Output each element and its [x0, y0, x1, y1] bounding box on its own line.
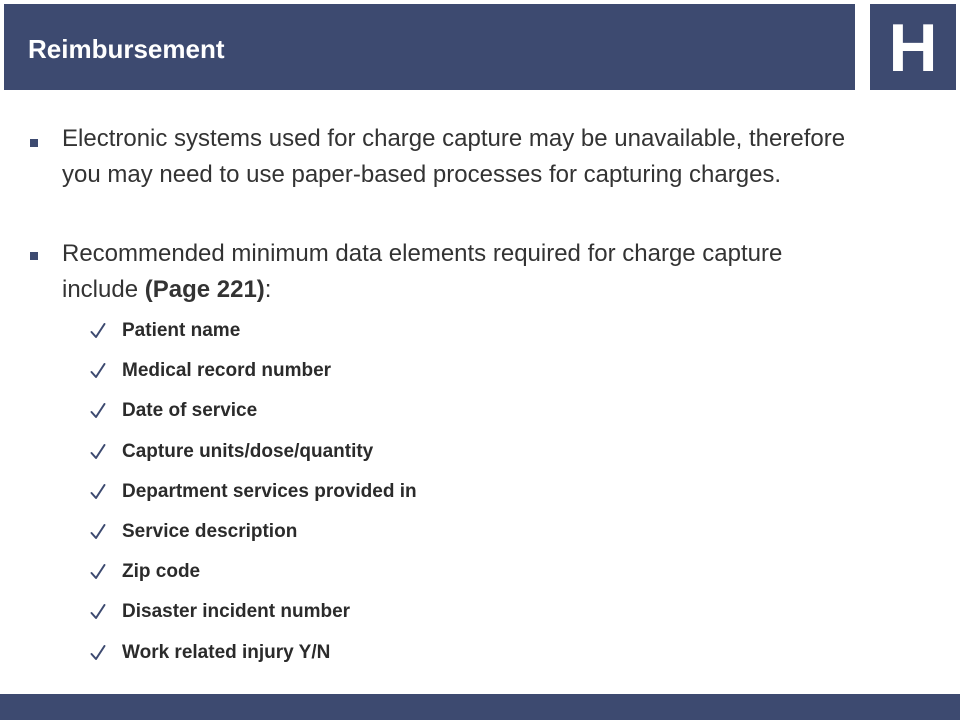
square-bullet-icon: [30, 139, 38, 147]
checkmark-icon: [90, 483, 106, 501]
checklist-item-label: Service description: [122, 521, 298, 542]
checkmark-icon: [90, 644, 106, 662]
footer-bar: [0, 694, 960, 720]
checklist-item-label: Department services provided in: [122, 481, 417, 502]
bullet-2-colon: :: [264, 276, 272, 303]
slide-title: Reimbursement: [28, 34, 225, 64]
title-bar: [4, 4, 855, 90]
checkmark-icon: [90, 603, 106, 621]
hospital-logo: [870, 4, 956, 90]
checkmark-icon: [90, 523, 106, 541]
page-reference: (Page 221): [144, 276, 265, 303]
checklist-item-label: Work related injury Y/N: [122, 642, 331, 663]
checklist-item-label: Zip code: [122, 561, 201, 582]
bullet-2: [62, 236, 862, 308]
bullet-1: [62, 121, 862, 193]
checklist-item-label: Patient name: [122, 320, 241, 341]
checkmark-icon: [90, 362, 106, 380]
checkmark-icon: [90, 563, 106, 581]
logo-letter: H: [888, 10, 938, 86]
checkmark-icon: [90, 322, 106, 340]
bullet-2-text: Recommended minimum data elements required for charge capture include: [62, 240, 783, 303]
checklist-item-label: Capture units/dose/quantity: [122, 441, 374, 462]
bullet-1-text: Electronic systems used for charge capture may be unavailable, therefore you may need to use paper-based processes for capturing charges.: [62, 125, 846, 188]
checklist-item-label: Date of service: [122, 400, 258, 421]
checklist-item-label: Medical record number: [122, 360, 332, 381]
checkmark-icon: [90, 402, 106, 420]
checkmark-icon: [90, 443, 106, 461]
square-bullet-icon: [30, 252, 38, 260]
checklist-item-label: Disaster incident number: [122, 601, 351, 622]
